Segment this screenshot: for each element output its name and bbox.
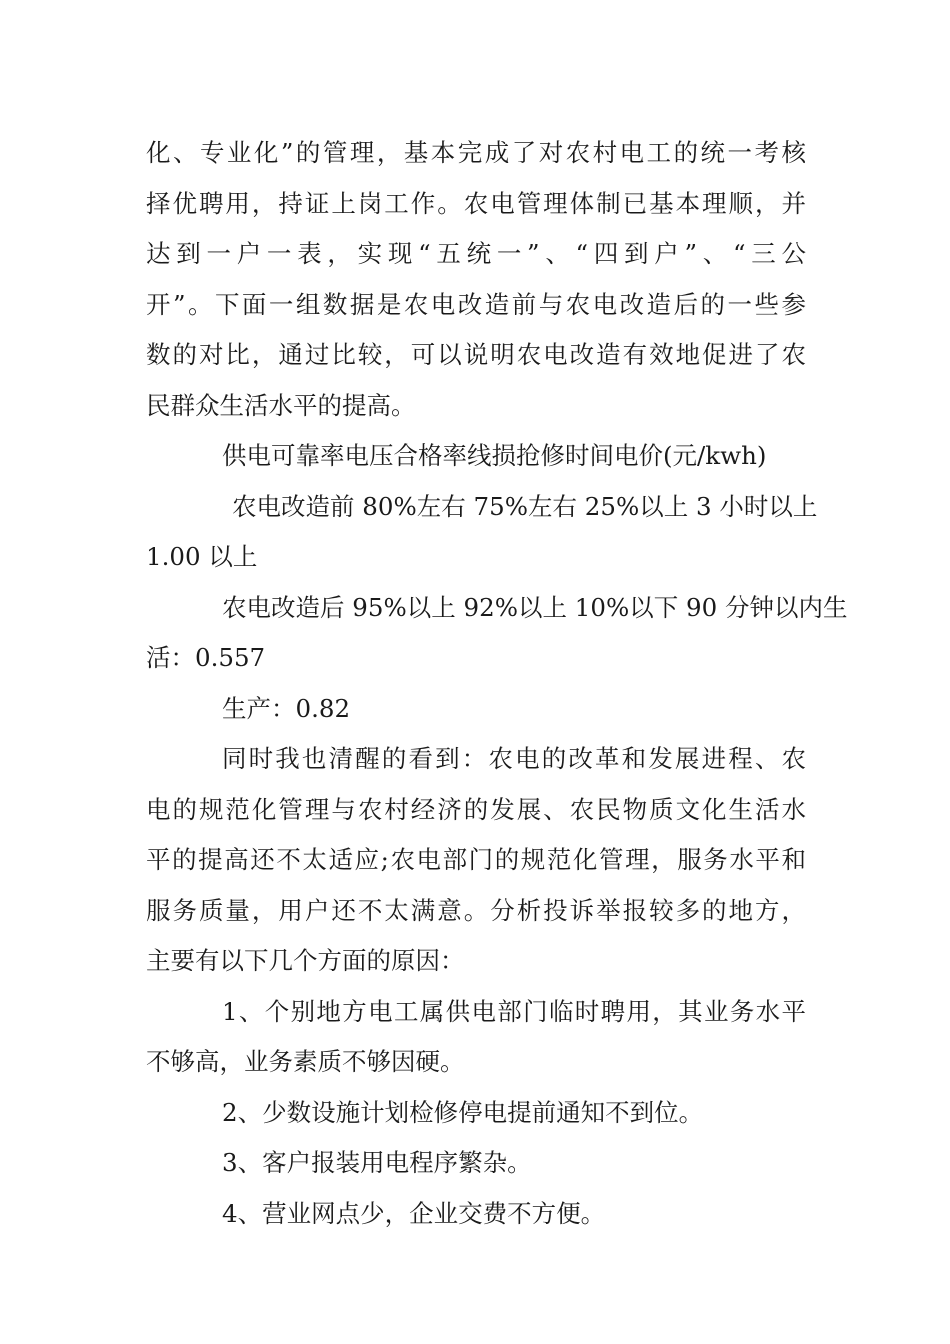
text-line: 达到一户一表，实现“五统一”、“四到户”、“三公 xyxy=(146,239,806,268)
text-line: 主要有以下几个方面的原因： xyxy=(146,946,465,975)
table-header-line: 供电可靠率电压合格率线损抢修时间电价(元/kwh) xyxy=(222,441,767,470)
text-line: 择优聘用，持证上岗工作。农电管理体制已基本理顺，并 xyxy=(146,188,806,218)
table-row-after-production: 生产：0.82 xyxy=(222,693,351,723)
text-line: 电的规范化管理与农村经济的发展、农民物质文化生活水 xyxy=(146,794,806,824)
table-row-after: 农电改造后 95%以上 92%以上 10%以下 90 分钟以内生 xyxy=(222,592,848,622)
document-body xyxy=(146,128,848,1239)
list-item: 2、少数设施计划检修停电提前通知不到位。 xyxy=(222,1097,704,1127)
text-line: 同时我也清醒的看到：农电的改革和发展进程、农 xyxy=(222,744,806,773)
table-row-before-cont: 1.00 以上 xyxy=(146,542,258,571)
text-line: 服务质量，用户还不太满意。分析投诉举报较多的地方， xyxy=(146,895,806,925)
table-row-before: 农电改造前 80%左右 75%左右 25%以上 3 小时以上 xyxy=(232,491,818,521)
text-line: 平的提高还不太适应;农电部门的规范化管理，服务水平和 xyxy=(146,845,806,874)
list-item: 1、个别地方电工属供电部门临时聘用，其业务水平 xyxy=(222,996,806,1026)
text-line: 化、专业化”的管理，基本完成了对农村电工的统一考核 xyxy=(146,138,806,167)
table-row-after-cont: 活：0.557 xyxy=(146,643,266,672)
text-line: 开”。下面一组数据是农电改造前与农电改造后的一些参 xyxy=(146,289,806,319)
list-item: 4、营业网点少，企业交费不方便。 xyxy=(222,1198,606,1228)
text-line: 数的对比，通过比较，可以说明农电改造有效地促进了农 xyxy=(146,340,806,369)
list-item: 3、客户报装用电程序繁杂。 xyxy=(222,1148,532,1177)
text-line: 民群众生活水平的提高。 xyxy=(146,390,416,420)
list-item-cont: 不够高，业务素质不够因硬。 xyxy=(146,1047,465,1076)
